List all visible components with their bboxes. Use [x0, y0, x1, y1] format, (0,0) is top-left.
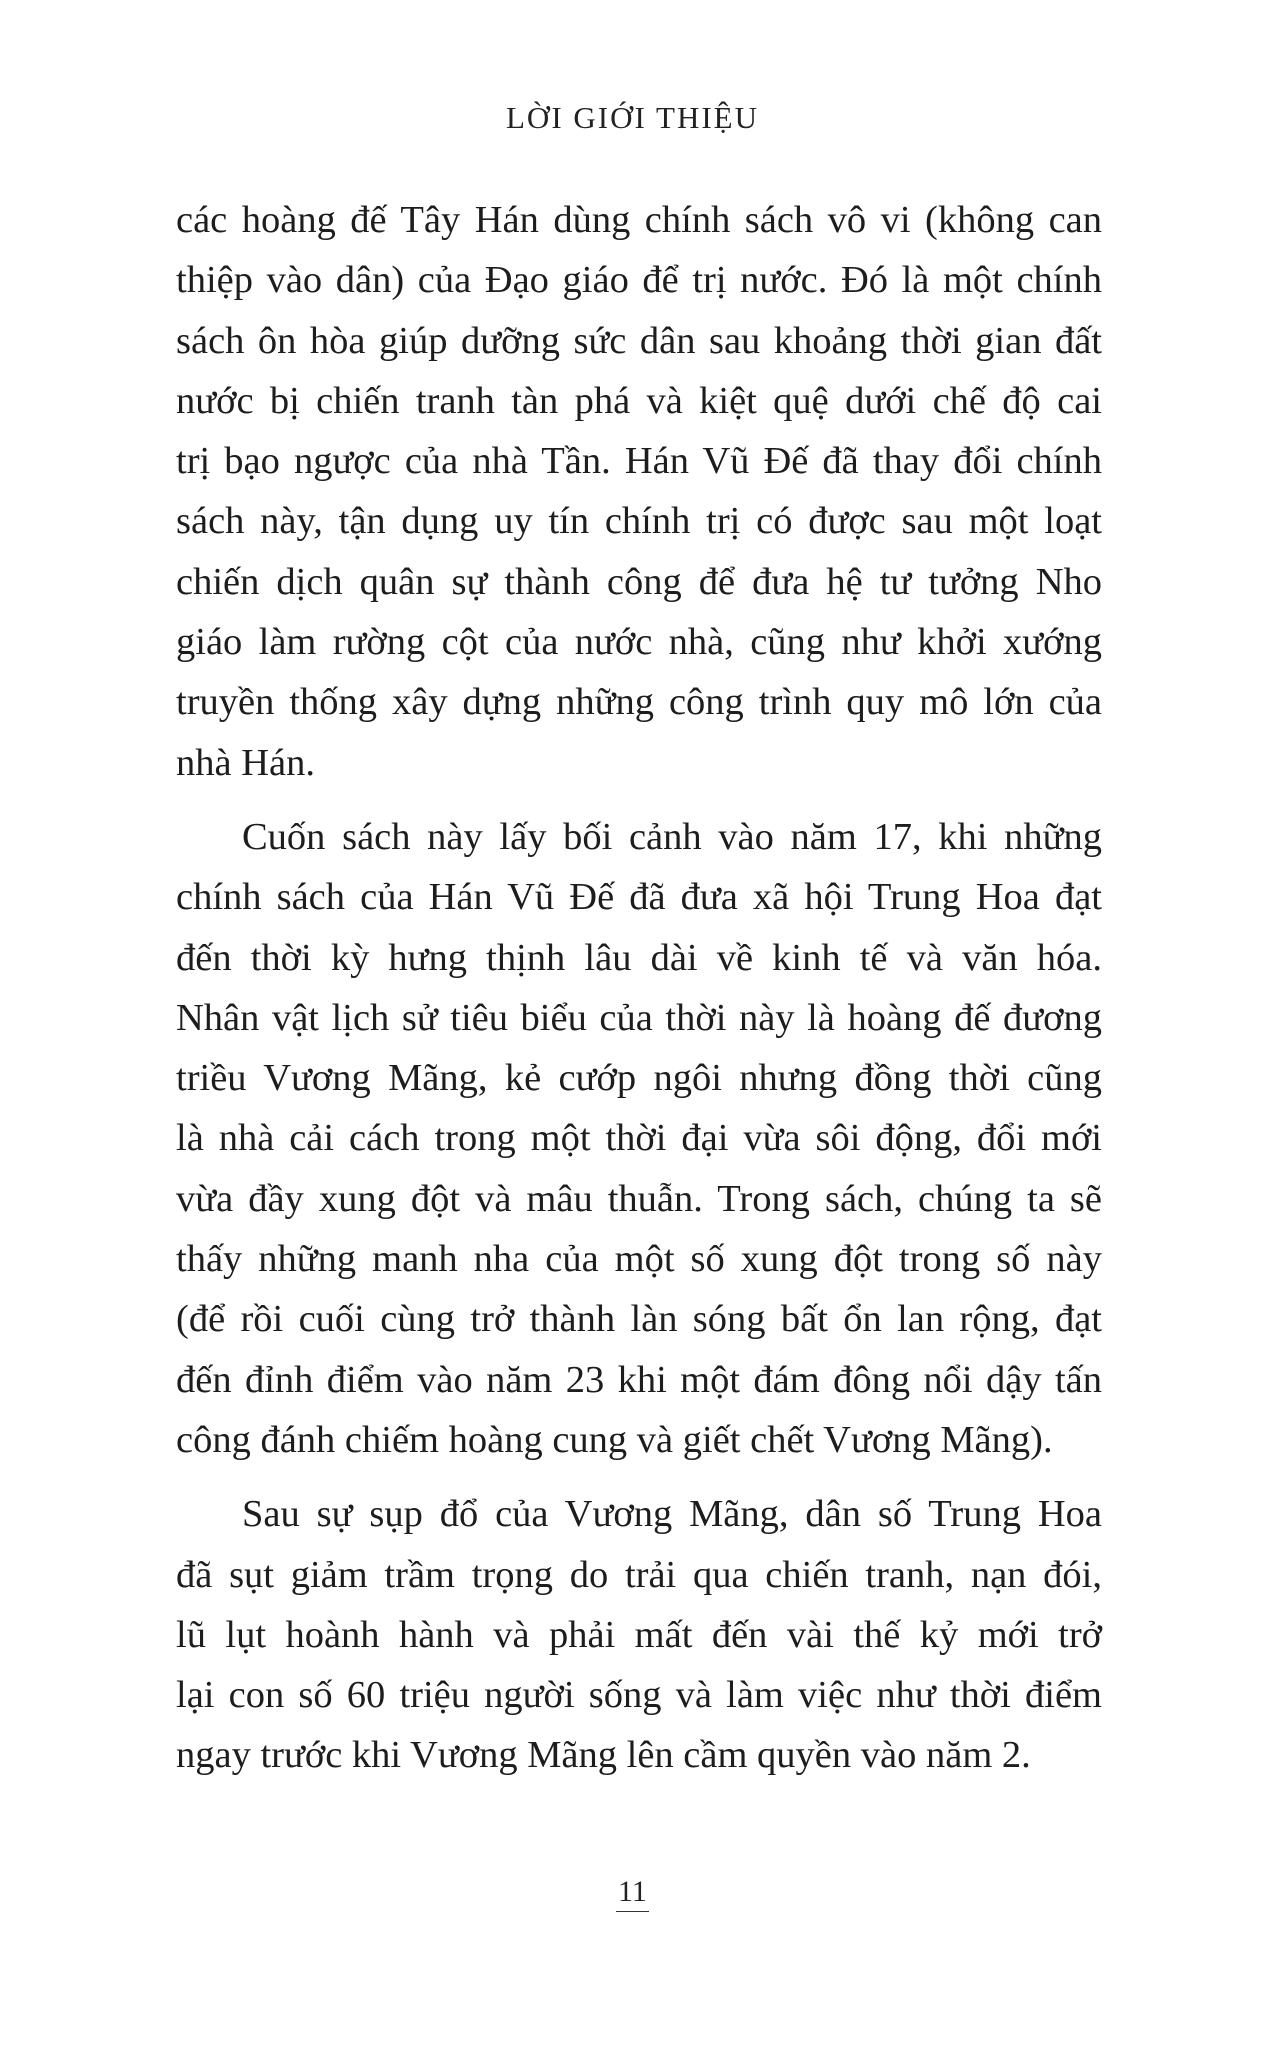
text-line: đã sụt giảm trầm trọng do trải qua chiến tranh, nạn đói, — [176, 1553, 1102, 1596]
text-line: đến đỉnh điểm vào năm 23 khi một đám đông nổi dậy tấn — [176, 1358, 1102, 1401]
text-line: Nhân vật lịch sử tiêu biểu của thời này là hoàng đế đương — [176, 996, 1102, 1039]
text-line: giáo làm rường cột của nước nhà, cũng như khởi xướng — [176, 621, 1102, 664]
text-line: (để rồi cuối cùng trở thành làn sóng bất ổn lan rộng, đạt — [176, 1298, 1102, 1341]
text-line: đến thời kỳ hưng thịnh lâu dài về kinh tế và văn hóa. — [176, 936, 1102, 979]
paragraph-2 — [176, 807, 1102, 1470]
paragraph-3 — [176, 1484, 1102, 1785]
page-number — [0, 1875, 1265, 1912]
text-line: trị bạo ngược của nhà Tần. Hán Vũ Đế đã thay đổi chính — [176, 440, 1102, 483]
text-line: truyền thống xây dựng những công trình quy mô lớn của — [176, 681, 1102, 724]
text-line: lũ lụt hoành hành và phải mất đến vài thế kỷ mới trở — [176, 1613, 1102, 1656]
text-line: vừa đầy xung đột và mâu thuẫn. Trong sách, chúng ta sẽ — [176, 1177, 1102, 1220]
text-line: thiệp vào dân) của Đạo giáo để trị nước. Đó là một chính — [176, 259, 1102, 302]
text-line: chính sách của Hán Vũ Đế đã đưa xã hội Trung Hoa đạt — [176, 876, 1102, 919]
text-line: thấy những manh nha của một số xung đột trong số này — [176, 1238, 1102, 1281]
text-line: Sau sự sụp đổ của Vương Mãng, dân số Trung Hoa — [242, 1493, 1102, 1536]
text-line: lại con số 60 triệu người sống và làm việc như thời điểm — [176, 1674, 1102, 1717]
page-number-label: 11 — [616, 1875, 649, 1912]
text-line: Cuốn sách này lấy bối cảnh vào năm 17, khi những — [242, 815, 1102, 858]
running-header: LỜI GIỚI THIỆU — [506, 100, 759, 135]
text-line: công đánh chiếm hoàng cung và giết chết Vương Mãng). — [176, 1418, 1053, 1461]
text-line: là nhà cải cách trong một thời đại vừa sôi động, đổi mới — [176, 1117, 1102, 1160]
text-line: nhà Hán. — [176, 741, 315, 784]
text-line: các hoàng đế Tây Hán dùng chính sách vô vi (không can — [176, 199, 1102, 241]
text-line: sách ôn hòa giúp dưỡng sức dân sau khoảng thời gian đất — [176, 319, 1102, 362]
text-line: triều Vương Mãng, kẻ cướp ngôi nhưng đồng thời cũng — [176, 1057, 1102, 1100]
text-line: nước bị chiến tranh tàn phá và kiệt quệ dưới chế độ cai — [176, 379, 1102, 422]
text-line: sách này, tận dụng uy tín chính trị có được sau một loạt — [176, 500, 1102, 543]
paragraph-1 — [176, 190, 1102, 793]
body-text — [176, 190, 1102, 1800]
text-line: ngay trước khi Vương Mãng lên cầm quyền vào năm 2. — [176, 1734, 1031, 1777]
text-line: chiến dịch quân sự thành công để đưa hệ tư tưởng Nho — [176, 560, 1102, 603]
